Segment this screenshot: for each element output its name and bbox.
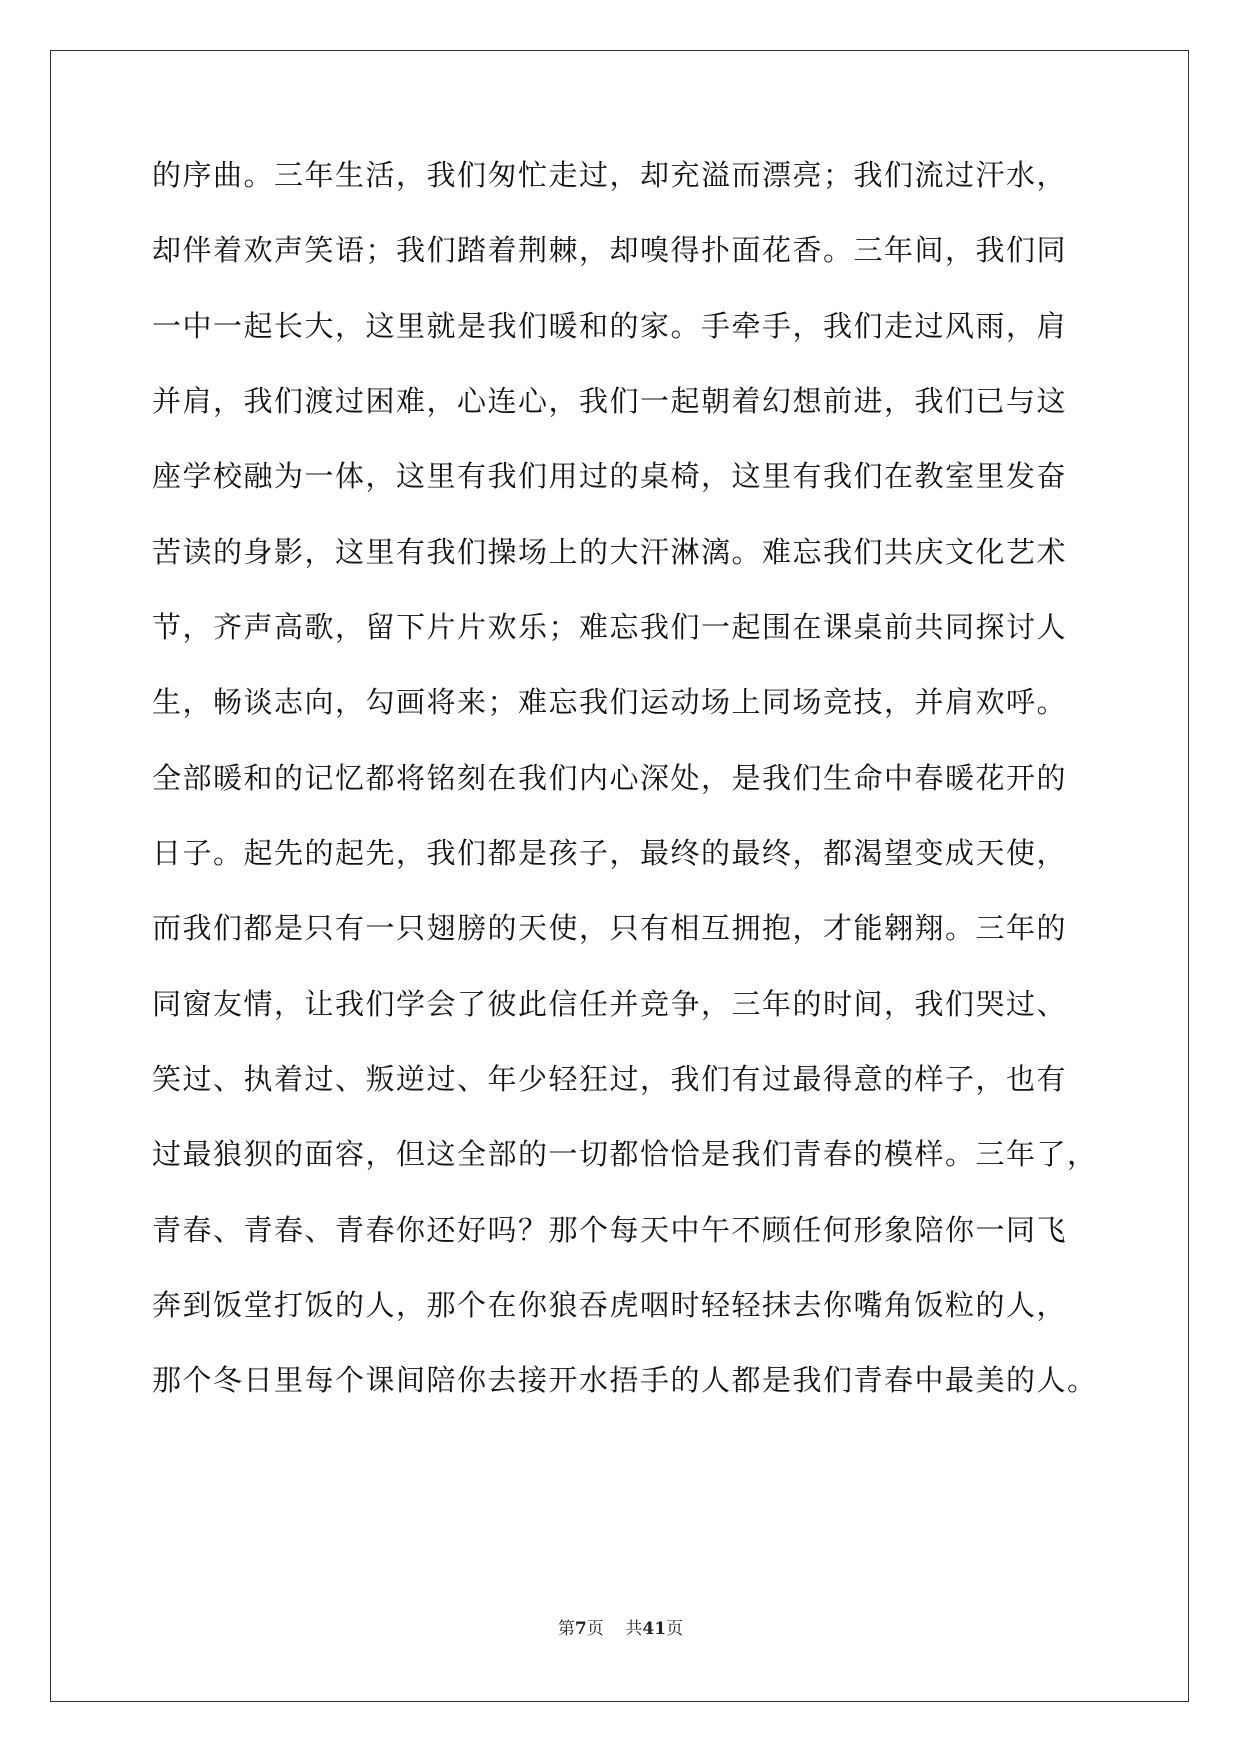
text-line: 生，畅谈志向，勾画将来；难忘我们运动场上同场竞技，并肩欢呼。 — [152, 685, 1068, 719]
text-line: 青春、青春、青春你还好吗？那个每天中午不顾任何形象陪你一同飞 — [152, 1213, 1068, 1247]
page-footer — [0, 1618, 1241, 1640]
page-border — [50, 50, 1189, 1702]
text-line: 那个冬日里每个课间陪你去接开水捂手的人都是我们青春中最美的人。 — [152, 1363, 1098, 1397]
text-line: 苦读的身影，这里有我们操场上的大汗淋漓。难忘我们共庆文化艺术 — [152, 535, 1068, 569]
text-line: 全部暖和的记忆都将铭刻在我们内心深处，是我们生命中春暖花开的 — [152, 761, 1068, 795]
total-pages: 41 — [642, 1619, 667, 1639]
text-line: 节，齐声高歌，留下片片欢乐；难忘我们一起围在课桌前共同探讨人 — [152, 610, 1068, 644]
text-line: 同窗友情，让我们学会了彼此信任并竞争，三年的时间，我们哭过、 — [152, 987, 1068, 1021]
text-line: 座学校融为一体，这里有我们用过的桌椅，这里有我们在教室里发奋 — [152, 459, 1068, 493]
text-line: 却伴着欢声笑语；我们踏着荆棘，却嗅得扑面花香。三年间，我们同 — [152, 233, 1068, 267]
page-number: 7 — [574, 1619, 587, 1639]
text-line: 日子。起先的起先，我们都是孩子，最终的最终，都渴望变成天使， — [152, 836, 1068, 870]
text-line: 并肩，我们渡过困难，心连心，我们一起朝着幻想前进，我们已与这 — [152, 384, 1068, 418]
text-line: 奔到饭堂打饭的人，那个在你狼吞虎咽时轻轻抹去你嘴角饭粒的人， — [152, 1288, 1068, 1322]
total-unit: 页 — [666, 1619, 684, 1639]
text-line: 的序曲。三年生活，我们匆忙走过，却充溢而漂亮；我们流过汗水， — [152, 158, 1068, 192]
page-prefix: 第 — [557, 1619, 575, 1639]
text-line: 而我们都是只有一只翅膀的天使，只有相互拥抱，才能翱翔。三年的 — [152, 911, 1068, 945]
total-prefix: 共 — [625, 1619, 643, 1639]
text-line: 一中一起长大，这里就是我们暖和的家。手牵手，我们走过风雨，肩 — [152, 309, 1068, 343]
text-line: 笑过、执着过、叛逆过、年少轻狂过，我们有过最得意的样子，也有 — [152, 1062, 1068, 1096]
page-unit: 页 — [586, 1619, 604, 1639]
text-line: 过最狼狈的面容，但这全部的一切都恰恰是我们青春的模样。三年了， — [152, 1137, 1098, 1171]
